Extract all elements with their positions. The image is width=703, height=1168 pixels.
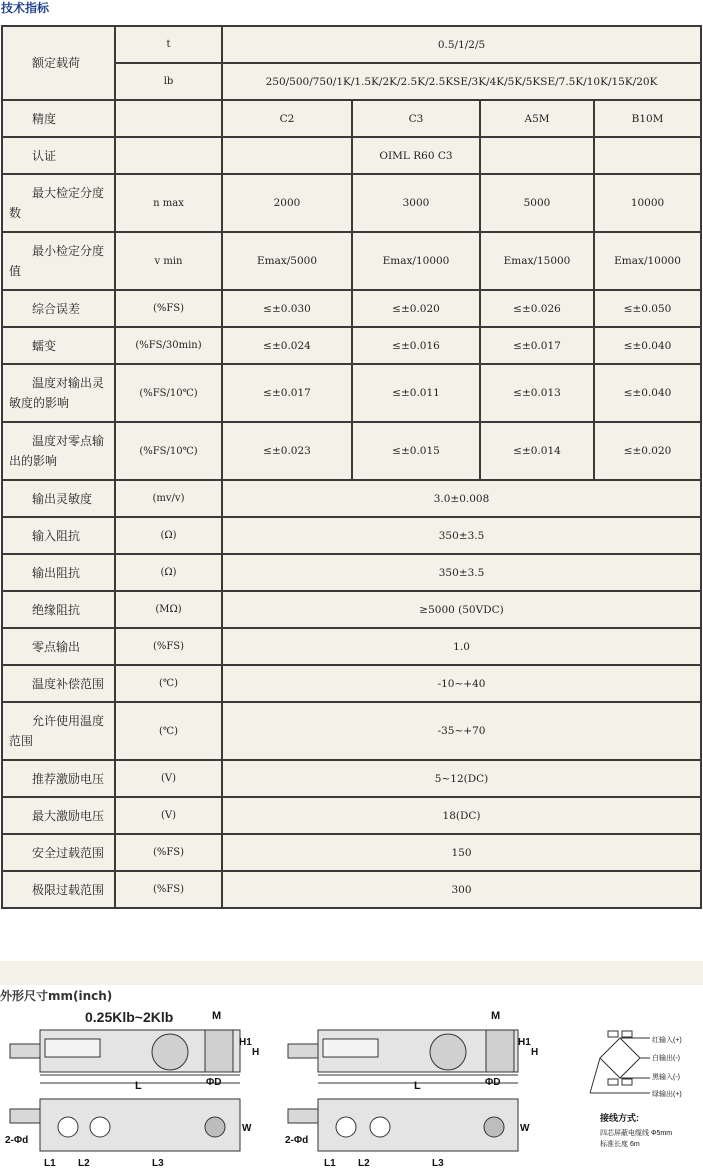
dimensions-band xyxy=(0,961,703,985)
row-value: ≤±0.011 xyxy=(352,364,480,422)
wire-black-label: 黑输入(-) xyxy=(652,1074,680,1081)
row-value: -35~+70 xyxy=(222,702,701,760)
load-cell-top-view-1 xyxy=(10,1099,240,1151)
row-name xyxy=(2,100,115,137)
row-name-line2: 范围 xyxy=(9,734,34,748)
table-row xyxy=(2,665,701,702)
dimensions-title: 外形尺寸mm(inch) xyxy=(0,989,113,1003)
row-value: ≤±0.017 xyxy=(222,364,352,422)
row-value: 3.0±0.008 xyxy=(222,480,701,517)
row-value: C3 xyxy=(352,100,480,137)
table-row xyxy=(2,871,701,908)
row-value: B10M xyxy=(594,100,701,137)
row-name-text: 蠕变 xyxy=(32,338,57,353)
row-value: C2 xyxy=(222,100,352,137)
wiring-cable: 四芯屏蔽电缆线 Φ5mm xyxy=(600,1130,673,1137)
row-name xyxy=(2,628,115,665)
load-cell-side-view-1 xyxy=(10,1009,240,1083)
row-value: ≥5000 (50VDC) xyxy=(222,591,701,628)
row-value: ≤±0.024 xyxy=(222,327,352,364)
row-name-text: 最大激励电压 xyxy=(32,808,105,823)
row-name-text: 安全过载范围 xyxy=(32,845,105,860)
row-name xyxy=(2,232,115,290)
row-unit: (%FS) xyxy=(115,290,222,327)
row-unit: (V) xyxy=(115,797,222,834)
row-value: -10~+40 xyxy=(222,665,701,702)
row-name-text: 输出阻抗 xyxy=(32,565,81,580)
row-name-text: 认证 xyxy=(32,148,57,163)
row-value: 150 xyxy=(222,834,701,871)
label-l3-1: L3 xyxy=(152,1158,164,1168)
row-unit xyxy=(115,137,222,174)
row-value: ≤±0.020 xyxy=(594,422,701,480)
label-h1-1: H1 xyxy=(239,1037,252,1048)
row-unit: (℃) xyxy=(115,702,222,760)
label-l2-2: L2 xyxy=(358,1158,370,1168)
label-m-1: M xyxy=(212,1010,222,1022)
row-unit: n max xyxy=(115,174,222,232)
row-value: A5M xyxy=(480,100,594,137)
row-value: 250/500/750/1K/1.5K/2K/2.5K/2.5KSE/3K/4K/5K/5KSE/7.5K/10K/15K/20K xyxy=(222,63,701,100)
row-name xyxy=(2,364,115,422)
row-value: 300 xyxy=(222,871,701,908)
dimension-drawing xyxy=(0,1003,703,1168)
row-unit: (Ω) xyxy=(115,517,222,554)
label-d-1: ΦD xyxy=(206,1077,222,1088)
row-value: OIML R60 C3 xyxy=(352,137,480,174)
row-name xyxy=(2,137,115,174)
label-w-2: W xyxy=(520,1123,530,1134)
row-name xyxy=(2,327,115,364)
row-name xyxy=(2,26,115,100)
row-value: 18(DC) xyxy=(222,797,701,834)
table-row xyxy=(2,628,701,665)
row-name xyxy=(2,834,115,871)
row-name-text: 输入阻抗 xyxy=(32,528,81,543)
row-value: ≤±0.040 xyxy=(594,364,701,422)
row-name-line1: 允许使用温度 xyxy=(32,714,105,728)
label-l1-1: L1 xyxy=(44,1158,56,1168)
row-value: 5~12(DC) xyxy=(222,760,701,797)
row-value: ≤±0.015 xyxy=(352,422,480,480)
row-value: Emax/10000 xyxy=(594,232,701,290)
row-unit: (℃) xyxy=(115,665,222,702)
row-name xyxy=(2,290,115,327)
section-title: 技术指标 xyxy=(1,1,50,15)
row-value: ≤±0.030 xyxy=(222,290,352,327)
row-unit: (%FS/30min) xyxy=(115,327,222,364)
table-row xyxy=(2,760,701,797)
row-unit: (%FS/10℃) xyxy=(115,422,222,480)
row-name-text: 极限过载范围 xyxy=(32,882,105,897)
row-name xyxy=(2,871,115,908)
row-name-line2: 出的影响 xyxy=(9,454,58,468)
row-value xyxy=(480,137,594,174)
table-row xyxy=(2,100,701,137)
table-row xyxy=(2,422,701,480)
table-row xyxy=(2,174,701,232)
row-unit: (Ω) xyxy=(115,554,222,591)
load-cell-top-view-2 xyxy=(288,1099,518,1151)
row-name xyxy=(2,422,115,480)
row-name-line1: 温度对输出灵 xyxy=(32,376,105,390)
row-value: 1.0 xyxy=(222,628,701,665)
label-l2-1: L2 xyxy=(78,1158,90,1168)
row-name xyxy=(2,174,115,232)
row-unit: (%FS) xyxy=(115,834,222,871)
row-unit: (mv/v) xyxy=(115,480,222,517)
row-name-text: 精度 xyxy=(32,111,57,126)
row-name-line1: 最大检定分度 xyxy=(32,186,105,200)
row-name xyxy=(2,517,115,554)
label-d-2: ΦD xyxy=(485,1077,501,1088)
label-w-1: W xyxy=(242,1123,252,1134)
wiring-bridge-diagram xyxy=(590,1031,650,1093)
row-unit: (%FS) xyxy=(115,628,222,665)
row-name xyxy=(2,665,115,702)
row-value: Emax/15000 xyxy=(480,232,594,290)
row-name-line1: 最小检定分度 xyxy=(32,244,105,258)
row-name-text: 推荐激励电压 xyxy=(32,771,105,786)
row-unit: (%FS/10℃) xyxy=(115,364,222,422)
label-h-1: H xyxy=(252,1047,260,1058)
row-name-text: 温度补偿范围 xyxy=(32,676,105,691)
table-row xyxy=(2,26,701,63)
wire-white-label: 白输出(-) xyxy=(652,1055,680,1062)
table-row xyxy=(2,517,701,554)
row-unit: (%FS) xyxy=(115,871,222,908)
row-unit: (V) xyxy=(115,760,222,797)
table-row xyxy=(2,327,701,364)
row-value: ≤±0.020 xyxy=(352,290,480,327)
spec-table xyxy=(1,25,702,909)
wiring-length: 标准长度 6m xyxy=(600,1141,640,1148)
table-row xyxy=(2,232,701,290)
table-row xyxy=(2,137,701,174)
row-name xyxy=(2,591,115,628)
row-value: 3000 xyxy=(352,174,480,232)
row-value: 0.5/1/2/5 xyxy=(222,26,701,63)
load-cell-side-view-2 xyxy=(288,1030,518,1083)
row-value: ≤±0.013 xyxy=(480,364,594,422)
row-name-line1: 温度对零点输 xyxy=(32,434,105,448)
wire-red-label: 红输入(+) xyxy=(652,1037,682,1044)
row-value: 5000 xyxy=(480,174,594,232)
row-value: 2000 xyxy=(222,174,352,232)
row-unit: t xyxy=(115,26,222,63)
row-value: ≤±0.017 xyxy=(480,327,594,364)
table-row xyxy=(2,290,701,327)
wire-green-label: 绿输出(+) xyxy=(652,1091,682,1098)
row-value: ≤±0.026 xyxy=(480,290,594,327)
row-name-text: 额定载荷 xyxy=(32,56,81,70)
row-unit: (MΩ) xyxy=(115,591,222,628)
row-value: 350±3.5 xyxy=(222,554,701,591)
row-value: 10000 xyxy=(594,174,701,232)
label-l3-2: L3 xyxy=(432,1158,444,1168)
row-name-line2: 数 xyxy=(9,206,22,220)
drawing1-title: 0.25Klb~2Klb xyxy=(85,1009,174,1025)
row-value: ≤±0.014 xyxy=(480,422,594,480)
label-d-small-1: 2-Φd xyxy=(5,1135,29,1146)
label-m-2: M xyxy=(491,1010,501,1022)
row-name xyxy=(2,554,115,591)
row-value: ≤±0.050 xyxy=(594,290,701,327)
label-d-small-2: 2-Φd xyxy=(285,1135,309,1146)
row-value: ≤±0.040 xyxy=(594,327,701,364)
table-row xyxy=(2,702,701,760)
row-value xyxy=(594,137,701,174)
label-l1-2: L1 xyxy=(324,1158,336,1168)
row-value: Emax/5000 xyxy=(222,232,352,290)
table-row xyxy=(2,554,701,591)
row-name xyxy=(2,702,115,760)
table-row xyxy=(2,834,701,871)
label-h-2: H xyxy=(531,1047,539,1058)
table-row xyxy=(2,480,701,517)
row-unit: lb xyxy=(115,63,222,100)
label-h1-2: H1 xyxy=(518,1037,531,1048)
row-name-text: 绝缘阻抗 xyxy=(32,602,81,617)
row-name xyxy=(2,760,115,797)
row-unit: v min xyxy=(115,232,222,290)
row-name xyxy=(2,797,115,834)
label-l-2: L xyxy=(414,1080,421,1092)
row-name-line2: 敏度的影响 xyxy=(9,396,70,410)
label-l-1: L xyxy=(135,1080,142,1092)
row-name-line2: 值 xyxy=(9,264,22,278)
table-row xyxy=(2,364,701,422)
row-name-text: 输出灵敏度 xyxy=(32,491,93,506)
table-row xyxy=(2,797,701,834)
wiring-title: 接线方式: xyxy=(600,1113,639,1123)
row-name-text: 零点输出 xyxy=(32,639,81,654)
row-unit xyxy=(115,100,222,137)
table-row xyxy=(2,591,701,628)
row-name xyxy=(2,480,115,517)
row-value: Emax/10000 xyxy=(352,232,480,290)
row-name-text: 综合误差 xyxy=(32,301,81,316)
row-value xyxy=(222,137,352,174)
row-value: ≤±0.016 xyxy=(352,327,480,364)
row-value: 350±3.5 xyxy=(222,517,701,554)
row-value: ≤±0.023 xyxy=(222,422,352,480)
